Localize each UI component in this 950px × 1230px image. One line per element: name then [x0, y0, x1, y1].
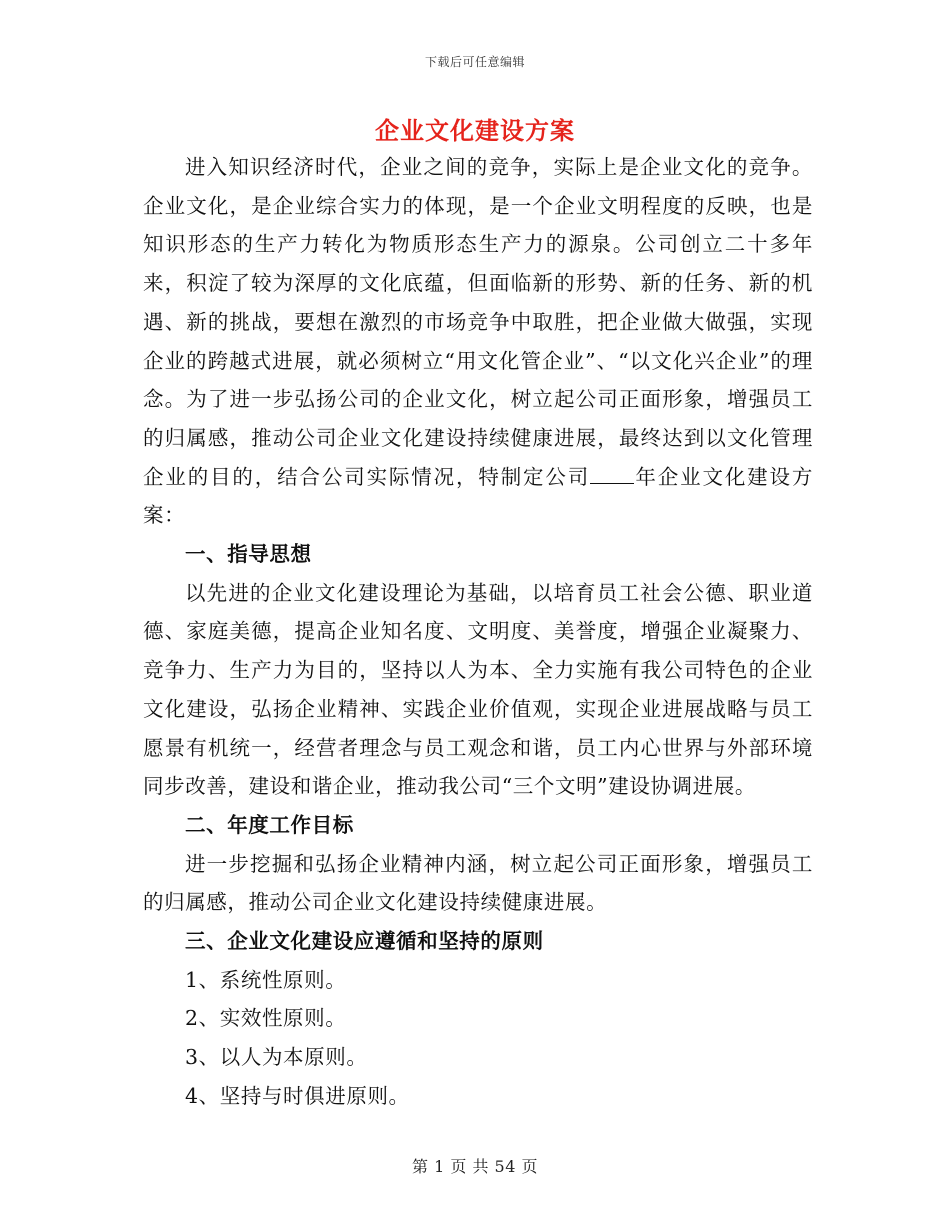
principle-item: 4、坚持与时俱进原则。: [185, 1083, 410, 1108]
intro-text-after-blank: 年企业文化建设方案：: [143, 464, 813, 528]
intro-text-before-blank: 进入知识经济时代，企业之间的竞争，实际上是企业文化的竞争。企业文化，是企业综合实力的体现，是一个企业文明程度的反映，也是知识形态的生产力转化为物质形态生产力的源泉。公司创立二十多年来，积淀了较为深厚的文化底蕴，但面临新的形势、新的任务、新的机遇、新的挑战，要想在激烈的市场竞争中取胜，把企业做大做强，实现企业的跨越式进展，就必须树立“用文化管企业”、“以文化兴企业”的理念。为了进一步弘扬公司的企业文化，树立起公司正面形象，增强员工的归属感，推动公司企业文化建设持续健康进展，最终达到以文化管理企业的目的，结合公司实际情况，特制定公司: [143, 155, 813, 489]
principle-item: 1、系统性原则。: [185, 967, 347, 992]
section2-heading: 二、年度工作目标: [185, 812, 354, 837]
intro-paragraph: [143, 148, 813, 535]
year-blank: [590, 465, 634, 484]
section3-heading: 三、企业文化建设应遵循和坚持的原则: [185, 929, 544, 954]
page-footer: 第 1 页 共 54 页: [412, 1157, 538, 1176]
principle-item: 3、以人为本原则。: [185, 1045, 368, 1070]
document-body: [143, 148, 813, 1116]
section1-paragraph: 以先进的企业文化建设理论为基础，以培育员工社会公德、职业道德、家庭美德，提高企业知名度、文明度、美誉度，增强企业凝聚力、竞争力、生产力为目的，坚持以人为本、全力实施有我公司特色的企业文化建设，弘扬企业精神、实践企业价值观，实现企业进展战略与员工愿景有机统一，经营者理念与员工观念和谐，员工内心世界与外部环境同步改善，建设和谐企业，推动我公司“三个文明”建设协调进展。: [143, 580, 813, 799]
header-note: 下载后可任意编辑: [424, 55, 525, 69]
section1-heading: 一、指导思想: [185, 542, 312, 567]
principle-item: 2、实效性原则。: [185, 1006, 347, 1031]
section2-paragraph: 进一步挖掘和弘扬企业精神内涵，树立起公司正面形象，增强员工的归属感，推动公司企业文化建设持续健康进展。: [143, 851, 813, 915]
document-title: 企业文化建设方案: [375, 116, 575, 145]
